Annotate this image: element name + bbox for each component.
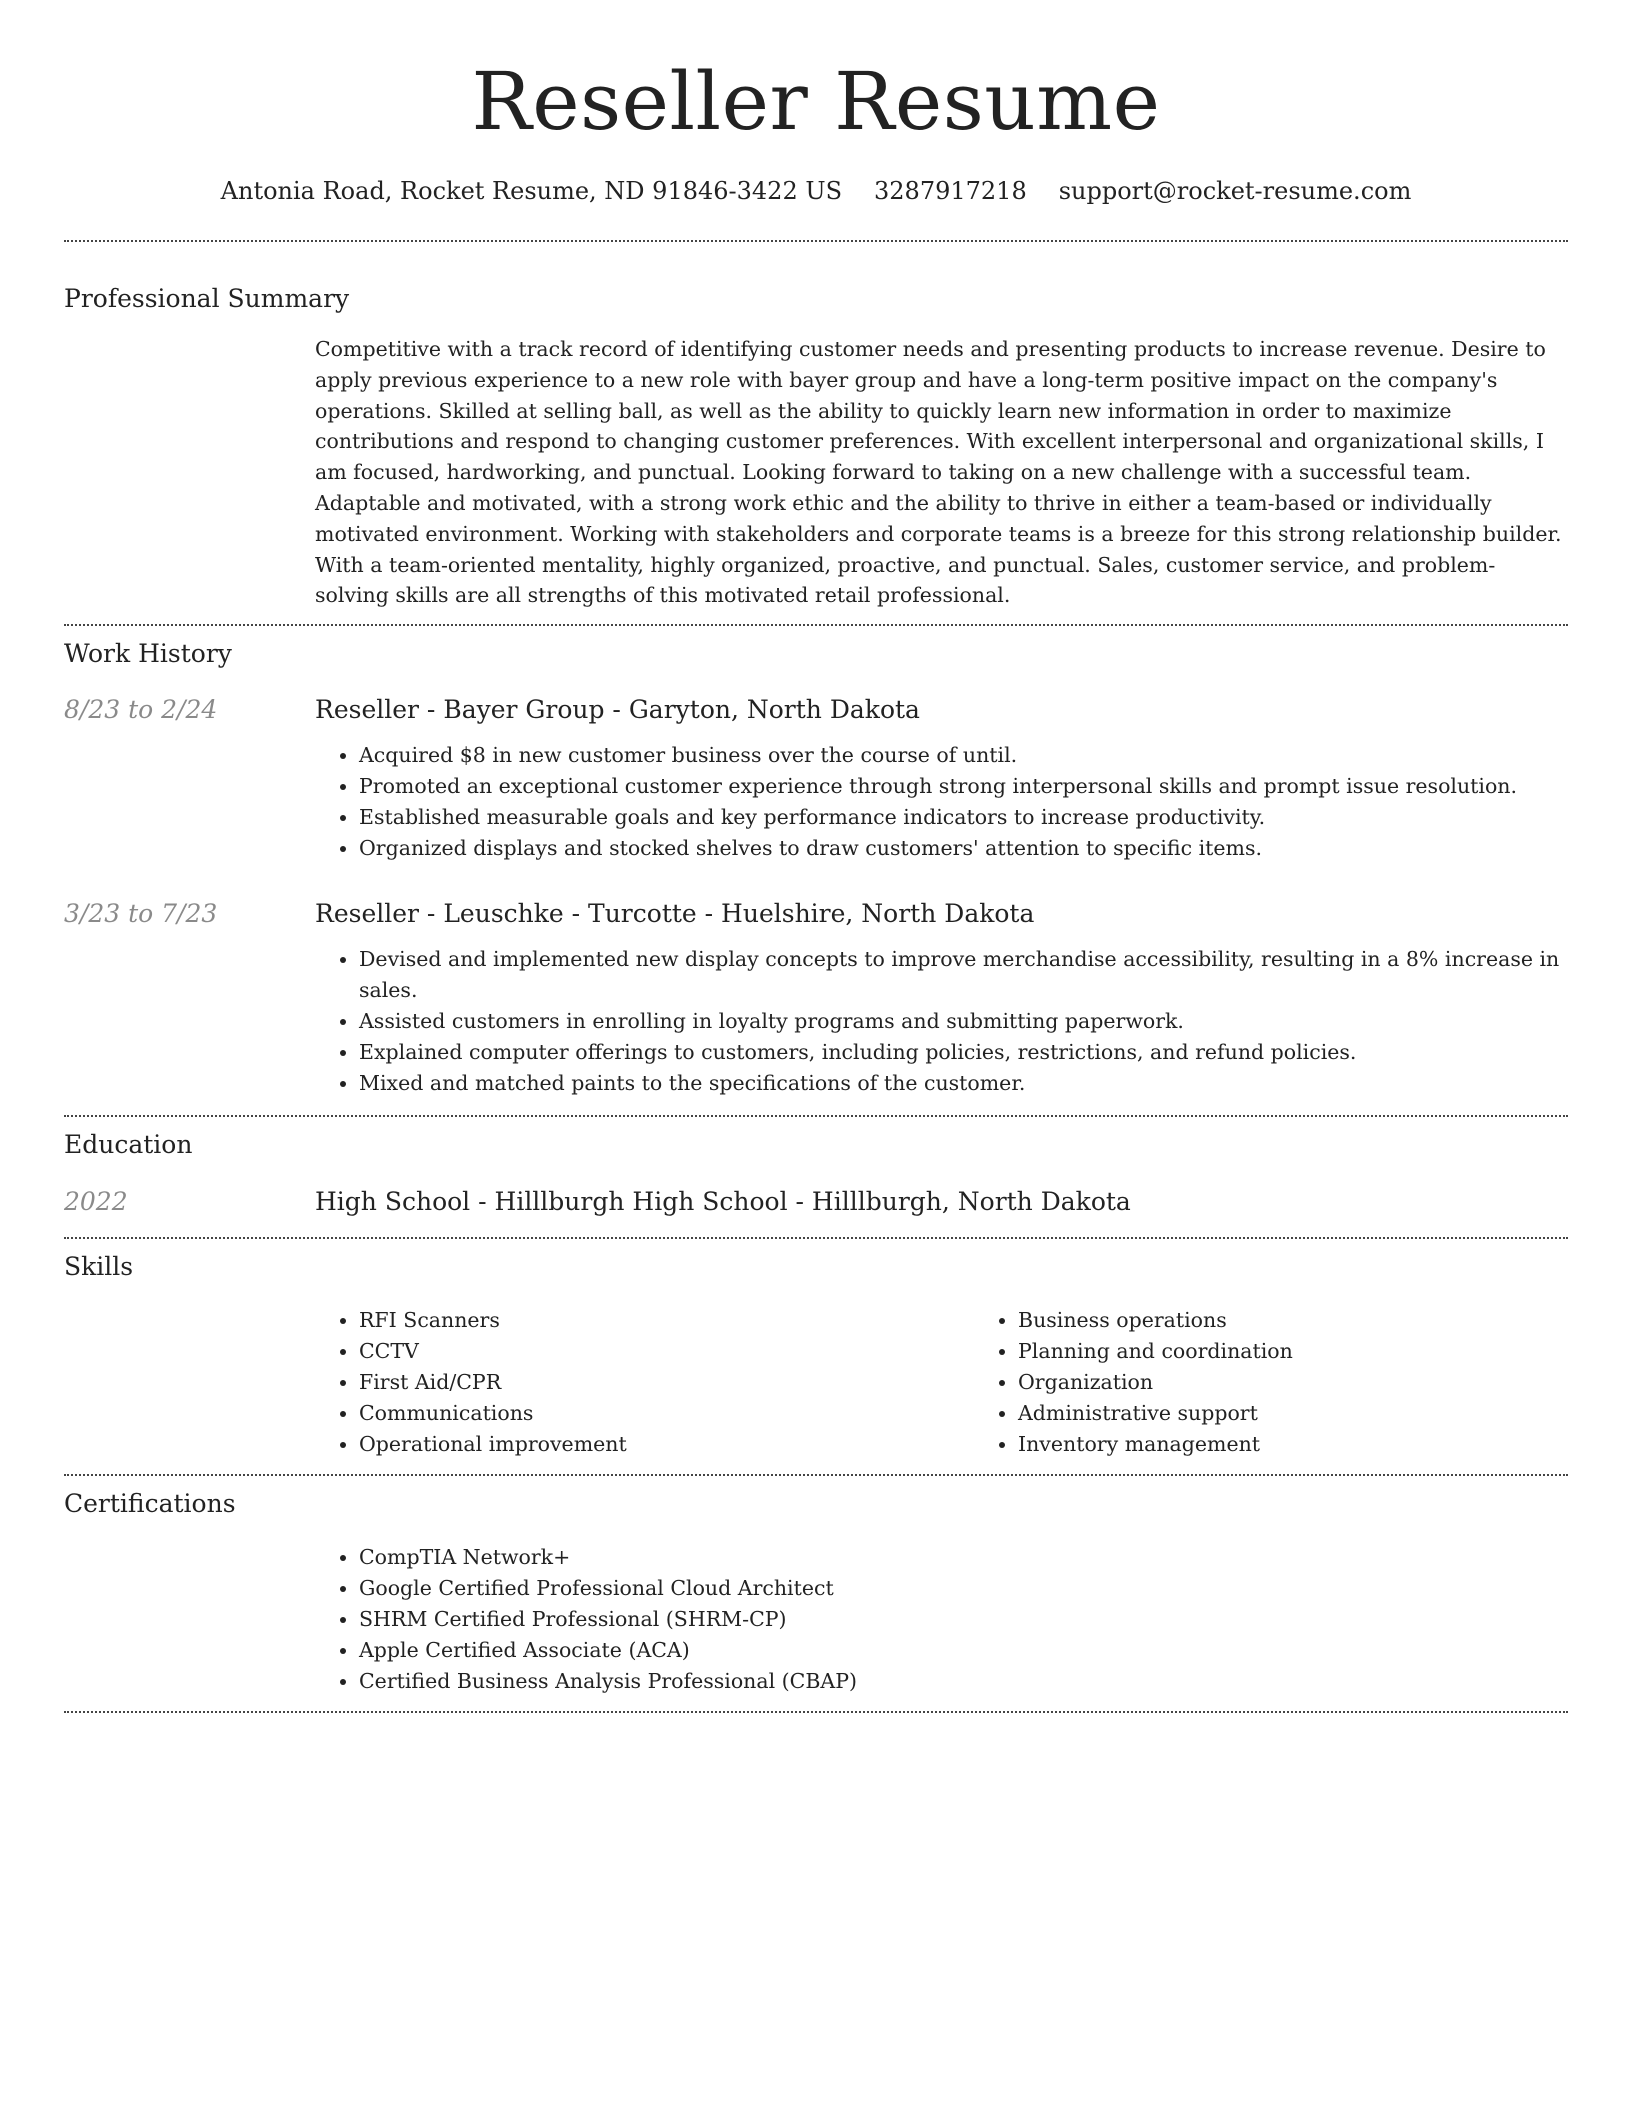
skill-item: • Administrative support — [1018, 1398, 1632, 1429]
certification-item: • Apple Certified Associate (ACA) — [359, 1635, 1568, 1666]
resume-title: Reseller Resume — [471, 55, 1161, 148]
job-dates: 8/23 to 2/24 — [64, 695, 218, 725]
summary-section — [64, 242, 1568, 611]
certification-item: • Google Certified Professional Cloud Architect — [359, 1573, 1568, 1604]
skill-item: • First Aid/CPR — [359, 1367, 974, 1398]
job-heading: Reseller - Leuschke - Turcotte - Huelshire, North Dakota — [315, 899, 1035, 929]
skills-list-right — [974, 1305, 1632, 1459]
summary-text: Competitive with a track record of identifying customer needs and presenting products to increase revenue. Desire to apply previous experience to a new role with bayer group and have a long-term positive impact on the company's operations. Skilled at selling ball, as well as the ability to quickly learn new information in order to maximize contributions and respond to changing customer preferences. With excellent interpersonal and organizational skills, I am focused, hardworking, and punctual. Looking forward to taking on a new challenge with a successful team. Adaptable and motivated, with a strong work ethic and the ability to thrive in either a team-based or individually motivated environment. Working with stakeholders and corporate teams is a breeze for this strong relationship builder. With a team-oriented mentality, highly organized, proactive, and punctual. Sales, customer service, and problem-solving skills are all strengths of this motivated retail professional. — [315, 337, 1562, 608]
job-bullet: • Promoted an exceptional customer experience through strong interpersonal skills and prompt issue resolution. — [359, 771, 1568, 802]
skills-list-left — [315, 1305, 974, 1459]
education-section — [64, 1117, 1568, 1218]
job-bullet: • Established measurable goals and key performance indicators to increase productivity. — [359, 802, 1568, 833]
job-entry — [64, 694, 1568, 863]
job-bullet: • Organized displays and stocked shelves to draw customers' attention to specific items. — [359, 833, 1568, 864]
section-divider — [64, 1711, 1568, 1713]
certification-item: • SHRM Certified Professional (SHRM-CP) — [359, 1604, 1568, 1635]
skill-item: • Inventory management — [1018, 1429, 1632, 1460]
job-bullet: • Acquired $8 in new customer business over the course of until. — [359, 740, 1568, 771]
certifications-heading: Certifications — [64, 1489, 236, 1519]
skill-item: • Planning and coordination — [1018, 1336, 1632, 1367]
job-bullet: • Explained computer offerings to customers, including policies, restrictions, and refund policies. — [359, 1037, 1568, 1068]
summary-heading: Professional Summary — [64, 284, 350, 313]
job-entry — [64, 898, 1568, 1098]
job-bullet: • Mixed and matched paints to the specifications of the customer. — [359, 1068, 1568, 1099]
contact-address: Antonia Road, Rocket Resume, ND 91846-3422 US — [220, 177, 843, 205]
job-bullet: • Devised and implemented new display concepts to improve merchandise accessibility, resulting in a 8% increase in sales. — [359, 944, 1568, 1006]
contact-phone: 3287917218 — [874, 177, 1027, 205]
job-bullets — [315, 944, 1568, 1098]
contact-line — [64, 174, 1568, 208]
skill-item: • Operational improvement — [359, 1429, 974, 1460]
skill-item: • CCTV — [359, 1336, 974, 1367]
skill-item: • RFI Scanners — [359, 1305, 974, 1336]
skill-item: • Organization — [1018, 1367, 1632, 1398]
skills-section — [64, 1239, 1568, 1459]
certification-item: • Certified Business Analysis Professional (CBAP) — [359, 1666, 1568, 1697]
certification-item: • CompTIA Network+ — [359, 1542, 1568, 1573]
education-heading: Education — [64, 1130, 193, 1160]
work-history-section — [64, 626, 1568, 1098]
certifications-section — [64, 1476, 1568, 1696]
skill-item: • Communications — [359, 1398, 974, 1429]
job-dates: 3/23 to 7/23 — [64, 899, 218, 929]
education-year: 2022 — [64, 1187, 128, 1217]
job-heading: Reseller - Bayer Group - Garyton, North Dakota — [315, 695, 920, 725]
education-heading-text: High School - Hilllburgh High School - Hilllburgh, North Dakota — [315, 1187, 1131, 1217]
contact-email: support@rocket-resume.com — [1058, 177, 1412, 205]
job-bullet: • Assisted customers in enrolling in loyalty programs and submitting paperwork. — [359, 1006, 1568, 1037]
job-bullets — [315, 740, 1568, 863]
certifications-list — [315, 1542, 1568, 1696]
skills-heading: Skills — [64, 1252, 134, 1282]
skill-item: • Business operations — [1018, 1305, 1632, 1336]
work-history-heading: Work History — [64, 639, 232, 669]
